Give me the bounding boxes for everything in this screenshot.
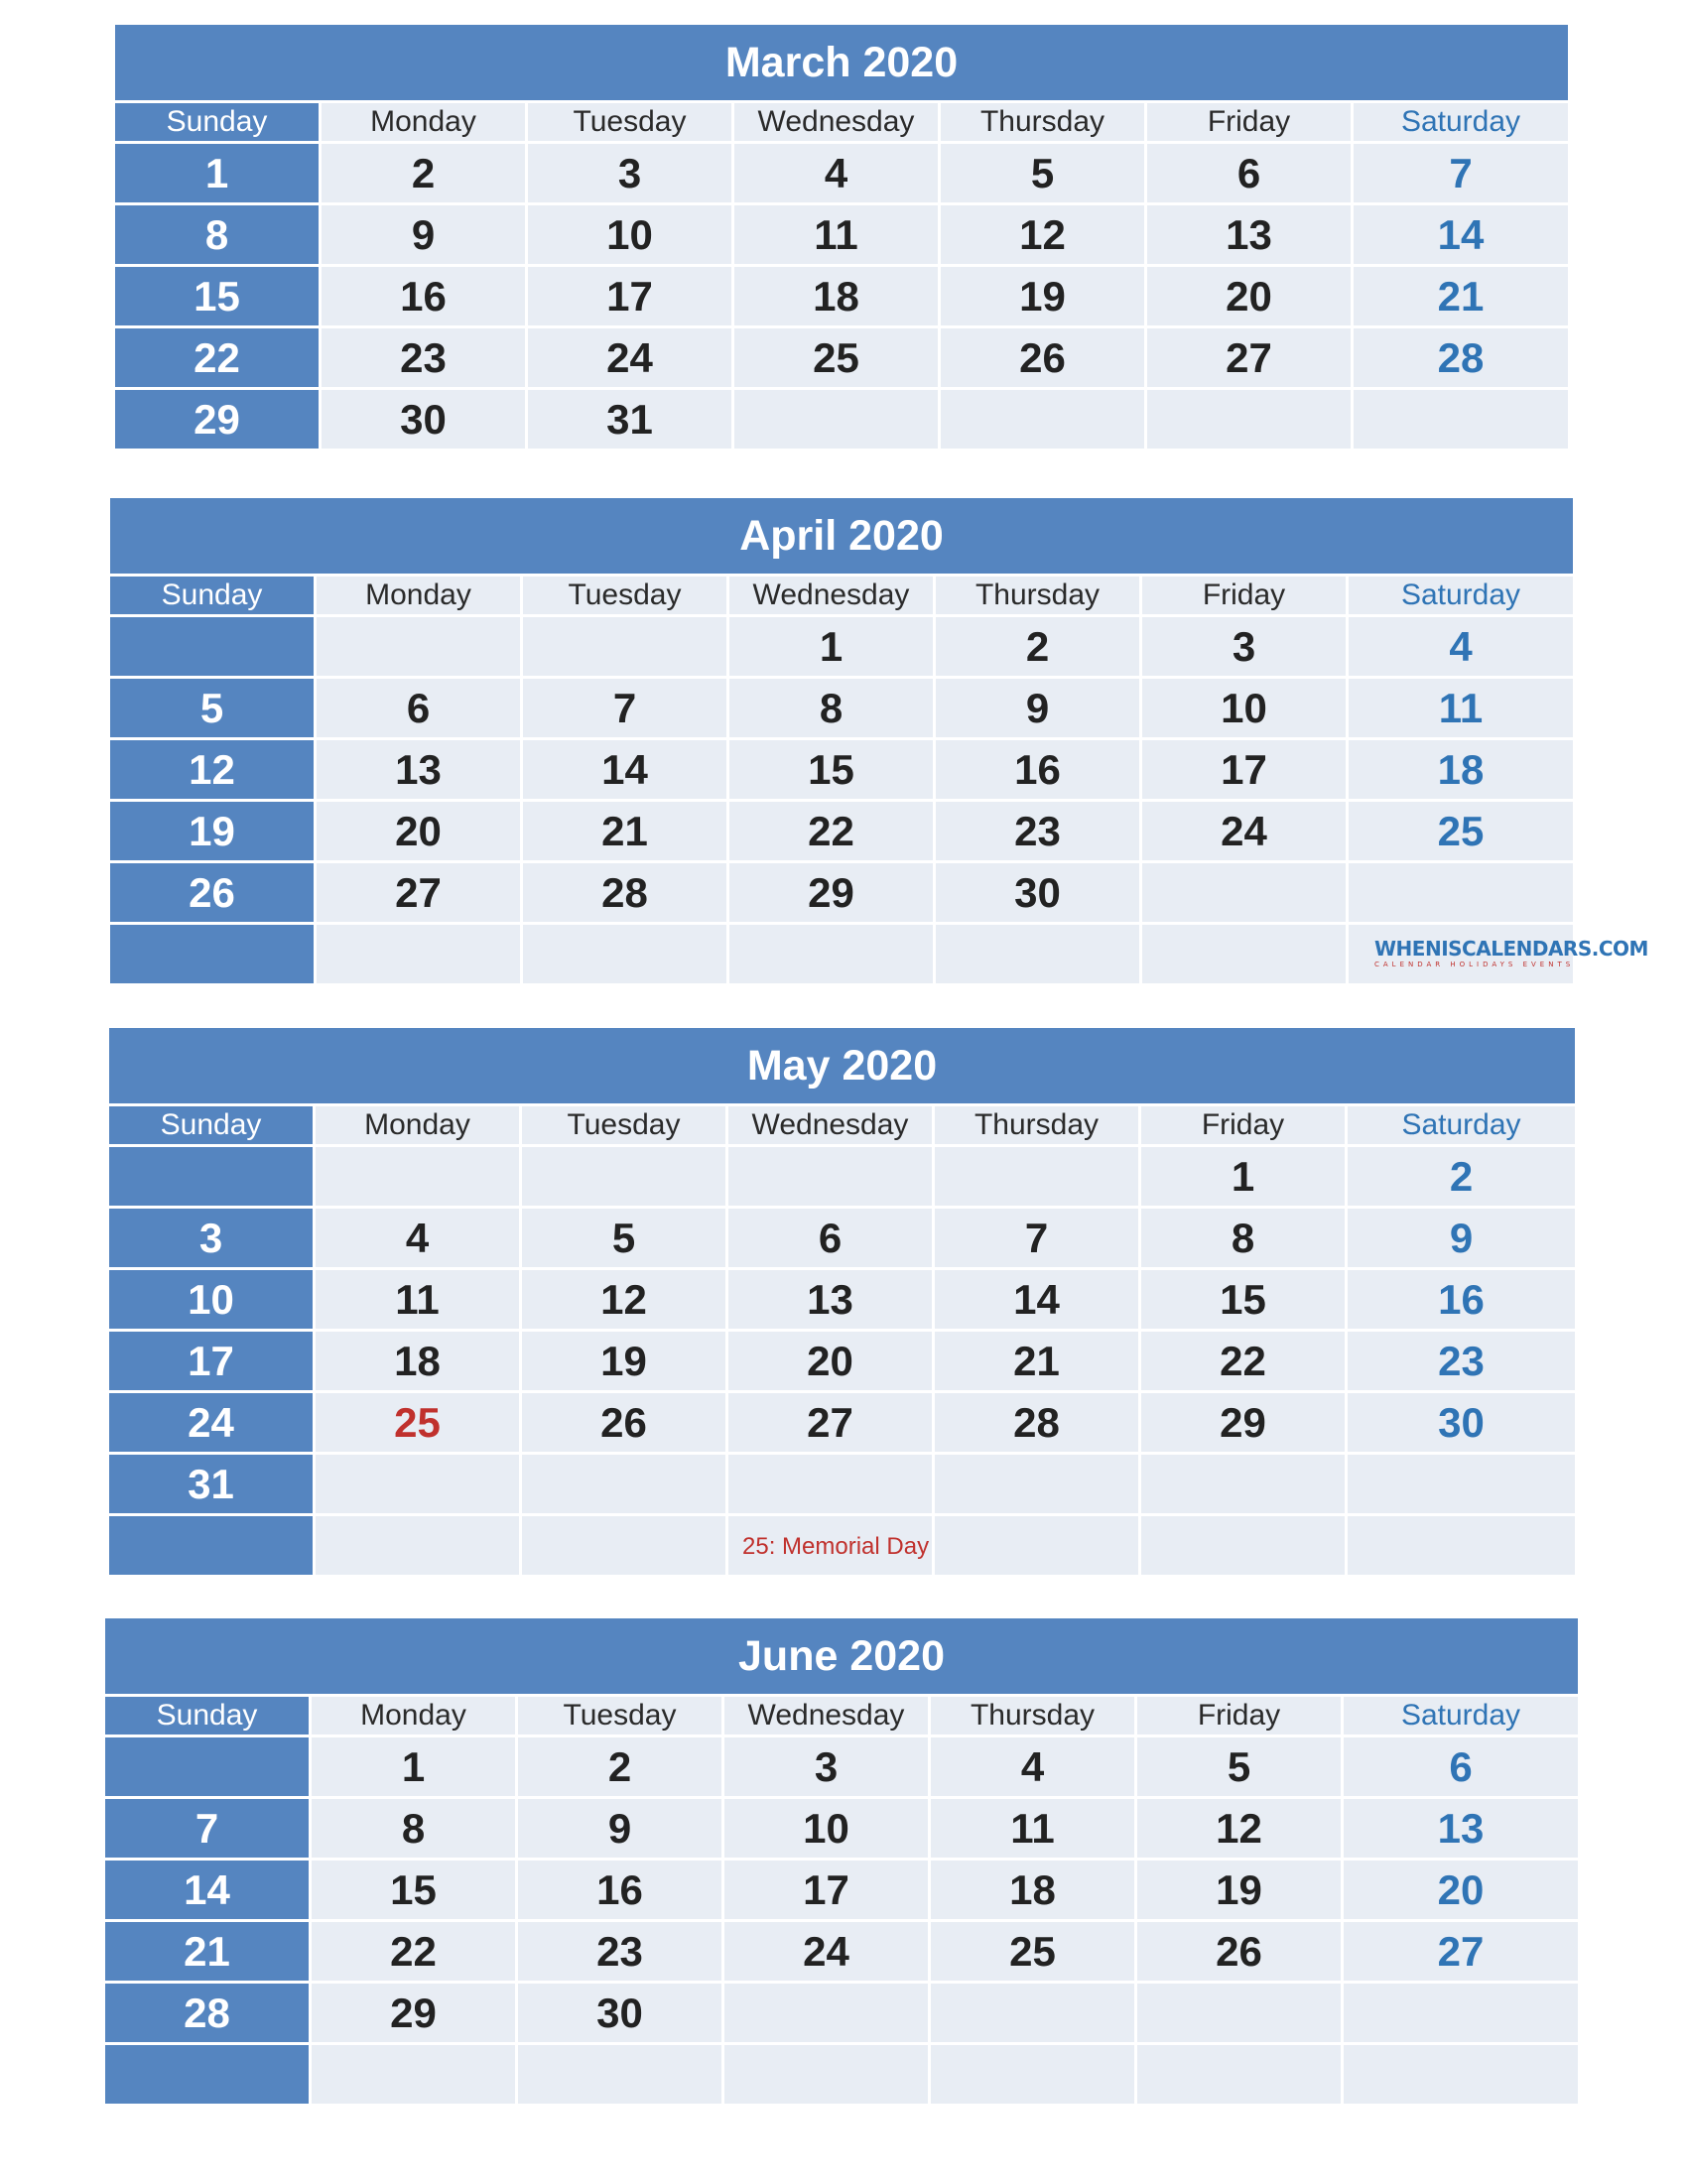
day-cell: 25: [1349, 799, 1573, 860]
day-cell: 8: [1141, 1206, 1348, 1267]
day-cell: 12: [941, 202, 1147, 264]
day-cell: 9: [518, 1796, 724, 1858]
empty-cell: [105, 2042, 312, 2104]
weekday-header-sunday: Sunday: [109, 1103, 316, 1144]
day-cell: 19: [1137, 1858, 1344, 1919]
day-cell: 8: [312, 1796, 518, 1858]
month-grid: [110, 574, 1573, 983]
empty-cell: [518, 2042, 724, 2104]
day-cell: 31: [109, 1452, 316, 1513]
weekday-header-tuesday: Tuesday: [518, 1694, 724, 1734]
empty-cell: [317, 922, 523, 983]
day-cell: 8: [115, 202, 322, 264]
day-cell: 27: [317, 860, 523, 922]
weekday-header-monday: Monday: [312, 1694, 518, 1734]
weekday-header-saturday: Saturday: [1344, 1694, 1578, 1734]
empty-cell: [935, 1513, 1141, 1575]
day-cell: 23: [322, 325, 528, 387]
day-cell: 21: [105, 1919, 312, 1981]
day-cell: 15: [1141, 1267, 1348, 1329]
empty-cell: [522, 1452, 728, 1513]
day-cell: 2: [1348, 1144, 1575, 1206]
day-cell: 21: [523, 799, 729, 860]
weekday-header-monday: Monday: [316, 1103, 522, 1144]
day-cell: 11: [1349, 676, 1573, 737]
month-title: May 2020: [109, 1028, 1575, 1103]
empty-cell: [729, 922, 936, 983]
day-cell: 7: [105, 1796, 312, 1858]
month-grid: [105, 1694, 1578, 2104]
month-title: June 2020: [105, 1618, 1578, 1694]
day-cell: 20: [1147, 264, 1354, 325]
day-cell: 1: [115, 141, 322, 202]
day-cell: 14: [523, 737, 729, 799]
empty-cell: [109, 1513, 316, 1575]
empty-cell: [523, 614, 729, 676]
day-cell: 3: [1142, 614, 1349, 676]
weekday-header-wednesday: Wednesday: [724, 1694, 931, 1734]
empty-cell: [724, 1981, 931, 2042]
empty-cell: [522, 1144, 728, 1206]
day-cell: 14: [935, 1267, 1141, 1329]
empty-cell: [1348, 1513, 1575, 1575]
empty-cell: [1349, 860, 1573, 922]
weekday-header-tuesday: Tuesday: [523, 574, 729, 614]
day-cell: 6: [728, 1206, 935, 1267]
empty-cell: [110, 614, 317, 676]
weekday-header-tuesday: Tuesday: [528, 100, 734, 141]
day-cell: 10: [528, 202, 734, 264]
day-cell: 22: [312, 1919, 518, 1981]
day-cell: 21: [935, 1329, 1141, 1390]
empty-cell: [1137, 2042, 1344, 2104]
day-cell: 1: [729, 614, 936, 676]
weekday-header-thursday: Thursday: [935, 1103, 1141, 1144]
empty-cell: [1344, 2042, 1578, 2104]
empty-cell: [724, 2042, 931, 2104]
calendar-march: [115, 25, 1568, 449]
empty-cell: [312, 2042, 518, 2104]
day-cell: 31: [528, 387, 734, 449]
logo-text: WHENISCALENDARS.COM: [1374, 937, 1648, 961]
day-cell: 30: [322, 387, 528, 449]
day-cell: 30: [936, 860, 1142, 922]
empty-cell: [1344, 1981, 1578, 2042]
day-cell: 3: [109, 1206, 316, 1267]
day-cell: 24: [109, 1390, 316, 1452]
day-cell: 2: [322, 141, 528, 202]
day-cell: 26: [1137, 1919, 1344, 1981]
day-cell: 28: [1354, 325, 1568, 387]
day-cell: 29: [115, 387, 322, 449]
day-cell: 26: [110, 860, 317, 922]
weekday-header-saturday: Saturday: [1349, 574, 1573, 614]
day-cell: 27: [728, 1390, 935, 1452]
day-cell: 25: [931, 1919, 1137, 1981]
weekday-header-sunday: Sunday: [115, 100, 322, 141]
day-cell: 26: [941, 325, 1147, 387]
day-cell: 6: [1147, 141, 1354, 202]
weekday-header-friday: Friday: [1147, 100, 1354, 141]
weekday-header-monday: Monday: [322, 100, 528, 141]
day-cell: 14: [1354, 202, 1568, 264]
month-grid: [115, 100, 1568, 449]
empty-cell: [1142, 922, 1349, 983]
day-cell: 29: [1141, 1390, 1348, 1452]
empty-cell: [316, 1513, 522, 1575]
day-cell: 17: [528, 264, 734, 325]
month-grid: [109, 1103, 1575, 1575]
day-cell: 7: [523, 676, 729, 737]
day-cell: 22: [115, 325, 322, 387]
day-cell: 15: [115, 264, 322, 325]
day-cell: 7: [1354, 141, 1568, 202]
day-cell: 29: [312, 1981, 518, 2042]
day-cell: 22: [729, 799, 936, 860]
empty-cell: [1354, 387, 1568, 449]
day-cell: 13: [1344, 1796, 1578, 1858]
day-cell: 9: [1348, 1206, 1575, 1267]
empty-cell: [317, 614, 523, 676]
weekday-header-wednesday: Wednesday: [729, 574, 936, 614]
day-cell: 3: [724, 1734, 931, 1796]
day-cell: 4: [931, 1734, 1137, 1796]
day-cell: 6: [317, 676, 523, 737]
day-cell: 30: [1348, 1390, 1575, 1452]
weekday-header-wednesday: Wednesday: [734, 100, 941, 141]
day-cell: 4: [734, 141, 941, 202]
day-cell: 16: [936, 737, 1142, 799]
holiday-note: 25: Memorial Day: [742, 1533, 930, 1560]
day-cell: 24: [1142, 799, 1349, 860]
day-cell: 23: [1348, 1329, 1575, 1390]
empty-cell: [105, 1734, 312, 1796]
day-cell: 30: [518, 1981, 724, 2042]
empty-cell: [316, 1452, 522, 1513]
day-cell: 28: [523, 860, 729, 922]
day-cell: 11: [316, 1267, 522, 1329]
weekday-header-tuesday: Tuesday: [522, 1103, 728, 1144]
day-cell: 5: [522, 1206, 728, 1267]
day-cell: 19: [941, 264, 1147, 325]
day-cell: 21: [1354, 264, 1568, 325]
weekday-header-wednesday: Wednesday: [728, 1103, 935, 1144]
day-cell: 9: [936, 676, 1142, 737]
day-cell: 12: [522, 1267, 728, 1329]
empty-cell: [734, 387, 941, 449]
empty-cell: [935, 1452, 1141, 1513]
day-cell: 12: [1137, 1796, 1344, 1858]
day-cell: 28: [935, 1390, 1141, 1452]
day-cell: 20: [1344, 1858, 1578, 1919]
day-cell: 4: [1349, 614, 1573, 676]
weekday-header-sunday: Sunday: [105, 1694, 312, 1734]
empty-cell: [728, 1452, 935, 1513]
empty-cell: [1141, 1513, 1348, 1575]
day-cell: 10: [724, 1796, 931, 1858]
empty-cell: [935, 1144, 1141, 1206]
weekday-header-saturday: Saturday: [1348, 1103, 1575, 1144]
day-cell: 7: [935, 1206, 1141, 1267]
day-cell: 23: [518, 1919, 724, 1981]
day-cell: 25: [734, 325, 941, 387]
day-cell: 12: [110, 737, 317, 799]
day-cell: 20: [728, 1329, 935, 1390]
month-title: April 2020: [110, 498, 1573, 574]
day-cell: 17: [109, 1329, 316, 1390]
day-cell: 1: [1141, 1144, 1348, 1206]
weekday-header-thursday: Thursday: [936, 574, 1142, 614]
day-cell: 3: [528, 141, 734, 202]
day-cell: 9: [322, 202, 528, 264]
day-cell: 15: [729, 737, 936, 799]
day-cell: 10: [109, 1267, 316, 1329]
weekday-header-sunday: Sunday: [110, 574, 317, 614]
day-cell: 5: [1137, 1734, 1344, 1796]
empty-cell: [931, 2042, 1137, 2104]
empty-cell: [1142, 860, 1349, 922]
weekday-header-thursday: Thursday: [941, 100, 1147, 141]
empty-cell: [1147, 387, 1354, 449]
day-cell: 14: [105, 1858, 312, 1919]
empty-cell: [1137, 1981, 1344, 2042]
day-cell: 27: [1147, 325, 1354, 387]
empty-cell: [110, 922, 317, 983]
day-cell: 13: [317, 737, 523, 799]
empty-cell: [931, 1981, 1137, 2042]
day-cell: 6: [1344, 1734, 1578, 1796]
day-cell: 26: [522, 1390, 728, 1452]
site-logo: [1374, 937, 1648, 968]
day-cell: 17: [1142, 737, 1349, 799]
day-cell: 16: [1348, 1267, 1575, 1329]
month-title: March 2020: [115, 25, 1568, 100]
empty-cell: [941, 387, 1147, 449]
day-cell: 16: [322, 264, 528, 325]
day-cell: 24: [528, 325, 734, 387]
day-cell: 1: [312, 1734, 518, 1796]
day-cell: 29: [729, 860, 936, 922]
empty-cell: [728, 1144, 935, 1206]
day-cell: 2: [936, 614, 1142, 676]
day-cell: 25: [316, 1390, 522, 1452]
day-cell: 8: [729, 676, 936, 737]
empty-cell: [936, 922, 1142, 983]
empty-cell: [522, 1513, 728, 1575]
day-cell: 5: [941, 141, 1147, 202]
weekday-header-friday: Friday: [1137, 1694, 1344, 1734]
day-cell: 13: [728, 1267, 935, 1329]
day-cell: 16: [518, 1858, 724, 1919]
calendar-may: [109, 1028, 1575, 1575]
day-cell: 18: [734, 264, 941, 325]
day-cell: 18: [316, 1329, 522, 1390]
day-cell: 11: [734, 202, 941, 264]
day-cell: 28: [105, 1981, 312, 2042]
weekday-header-thursday: Thursday: [931, 1694, 1137, 1734]
calendar-april: [110, 498, 1573, 983]
empty-cell: [109, 1144, 316, 1206]
day-cell: 17: [724, 1858, 931, 1919]
day-cell: 18: [931, 1858, 1137, 1919]
day-cell: 19: [110, 799, 317, 860]
day-cell: 24: [724, 1919, 931, 1981]
day-cell: 27: [1344, 1919, 1578, 1981]
day-cell: 2: [518, 1734, 724, 1796]
day-cell: 10: [1142, 676, 1349, 737]
day-cell: 23: [936, 799, 1142, 860]
empty-cell: [1348, 1452, 1575, 1513]
day-cell: 20: [317, 799, 523, 860]
empty-cell: [523, 922, 729, 983]
day-cell: 11: [931, 1796, 1137, 1858]
day-cell: 15: [312, 1858, 518, 1919]
day-cell: 4: [316, 1206, 522, 1267]
day-cell: 18: [1349, 737, 1573, 799]
day-cell: 13: [1147, 202, 1354, 264]
weekday-header-saturday: Saturday: [1354, 100, 1568, 141]
day-cell: 22: [1141, 1329, 1348, 1390]
weekday-header-friday: Friday: [1142, 574, 1349, 614]
weekday-header-friday: Friday: [1141, 1103, 1348, 1144]
empty-cell: [1141, 1452, 1348, 1513]
day-cell: 5: [110, 676, 317, 737]
day-cell: 19: [522, 1329, 728, 1390]
calendar-june: [105, 1618, 1578, 2104]
weekday-header-monday: Monday: [317, 574, 523, 614]
logo-subtitle: CALENDAR HOLIDAYS EVENTS: [1374, 961, 1575, 968]
empty-cell: [316, 1144, 522, 1206]
